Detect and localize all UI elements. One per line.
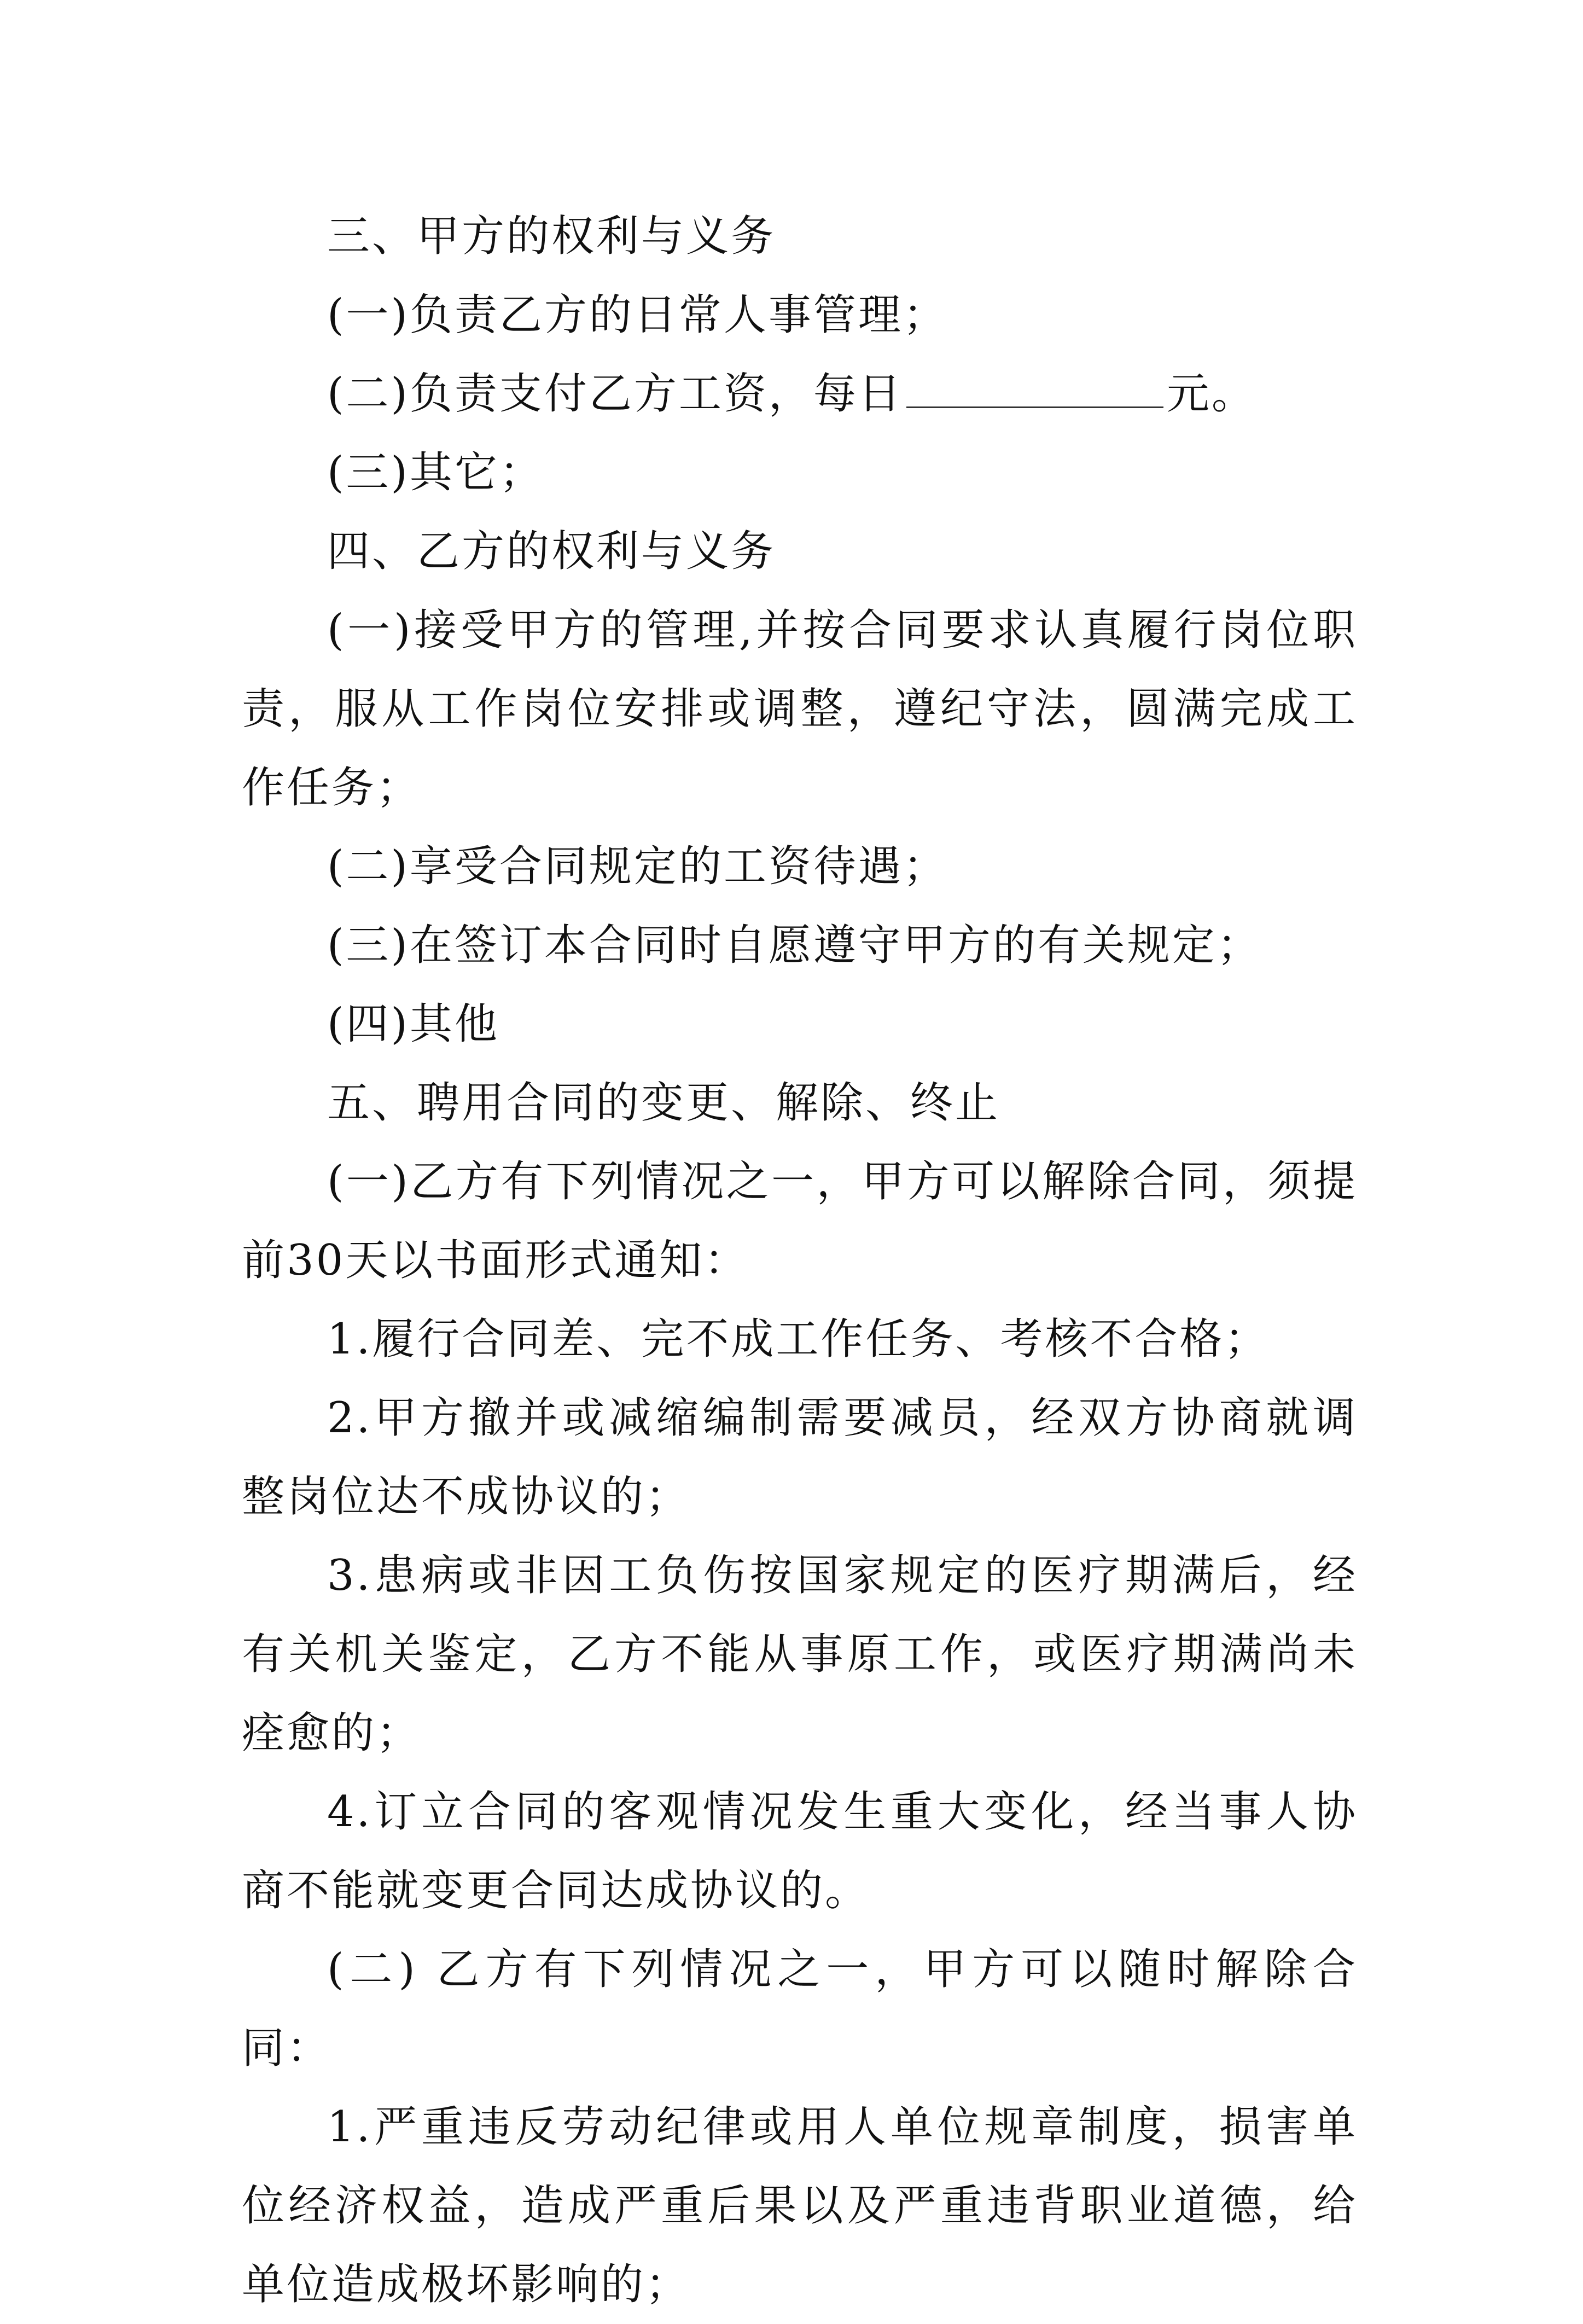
section-5-clause-1-item-2: 2.甲方撤并或减缩编制需要减员，经双方协商就调整岗位达不成协议的； (242, 1393, 1358, 1521)
section-3-heading: 三、甲方的权利与义务 (327, 212, 776, 261)
section-5-clause-1-item-3: 3.患病或非因工负伤按国家规定的医疗期满后，经有关机关鉴定，乙方不能从事原工作，或医疗期满尚未痊愈的； (242, 1551, 1358, 1758)
document-body (242, 197, 1358, 2324)
section-5-clause-1: (一)乙方有下列情况之一，甲方可以解除合同，须提前30天以书面形式通知： (242, 1157, 1358, 1285)
section-4-item-4: (四)其他 (327, 1000, 499, 1049)
section-3-item-3: (三)其它； (327, 448, 544, 497)
section-5-clause-2: (二) 乙方有下列情况之一，甲方可以随时解除合同： (242, 1945, 1358, 2073)
section-5-clause-1-item-4: 4.订立合同的客观情况发生重大变化，经当事人协商不能就变更合同达成协议的。 (242, 1787, 1358, 1915)
section-5-heading: 五、聘用合同的变更、解除、终止 (327, 1078, 1000, 1128)
wage-text: (二)负责支付乙方工资，每日 (327, 369, 903, 419)
wage-blank-line (906, 374, 1163, 408)
section-4-item-2: (二)享受合同规定的工资待遇； (327, 842, 948, 891)
wage-suffix: 元。 (1166, 369, 1256, 419)
section-4-item-1: (一)接受甲方的管理,并按合同要求认真履行岗位职责，服从工作岗位安排或调整，遵纪守法，圆满完成工作任务； (242, 606, 1358, 812)
section-3-item-1: (一)负责乙方的日常人事管理； (327, 290, 948, 340)
section-5-clause-1-item-1: 1.履行合同差、完不成工作任务、考核不合格； (327, 1315, 1270, 1364)
section-4-heading: 四、乙方的权利与义务 (327, 527, 776, 576)
section-4-item-3: (三)在签订本合同时自愿遵守甲方的有关规定； (327, 921, 1262, 970)
section-3-item-2 (242, 355, 1358, 433)
section-5-clause-2-item-1: 1.严重违反劳动纪律或用人单位规章制度，损害单位经济权益，造成严重后果以及严重违背职业道德，给单位造成极坏影响的； (242, 2102, 1358, 2309)
